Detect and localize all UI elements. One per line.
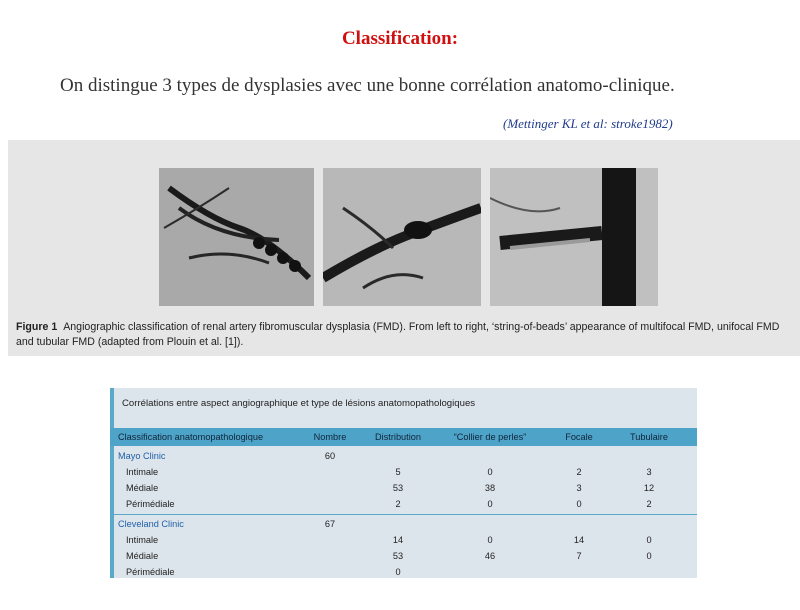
table-row: [110, 548, 693, 564]
figure-caption-text: Angiographic classification of renal artery fibromuscular dysplasia (FMD). From left to right, ‘string-of-beads’ appearance of multifocal FMD, unifocal FMD and tubular FMD (adapted from Plouin et al. [1]).: [16, 321, 780, 348]
cell-tubulaire: 0: [646, 551, 652, 561]
cell-focale: 7: [576, 551, 582, 561]
row-label: Intimale: [126, 535, 159, 545]
table-row: [110, 448, 693, 464]
row-label: Intimale: [126, 467, 159, 477]
figure-caption: [16, 320, 796, 350]
row-label: Médiale: [126, 483, 159, 493]
header-tubulaire: Tubulaire: [630, 432, 668, 442]
cell-focale: 0: [576, 499, 582, 509]
header-collier: “Collier de perles”: [453, 432, 527, 442]
cell-distribution: 5: [395, 467, 401, 477]
cell-distribution: 0: [395, 567, 401, 577]
slide-subtitle: On distingue 3 types de dysplasies avec une bonne corrélation anatomo-clinique.: [60, 75, 675, 96]
cell-focale: 2: [576, 467, 582, 477]
cell-distribution: 2: [395, 499, 401, 509]
header-focale: Focale: [565, 432, 593, 442]
group-cleveland-clinic: Cleveland Clinic: [118, 519, 184, 529]
row-label: Périmédiale: [126, 499, 175, 509]
row-label: Périmédiale: [126, 567, 175, 577]
cell-collier: 0: [487, 535, 493, 545]
cell-distribution: 53: [392, 483, 404, 493]
slide-title: Classification:: [341, 28, 459, 49]
cell-tubulaire: 12: [643, 483, 655, 493]
citation: (Mettinger KL et al: stroke1982): [503, 116, 673, 131]
cell-distribution: 14: [392, 535, 404, 545]
cell-focale: 14: [573, 535, 585, 545]
table-title: Corrélations entre aspect angiographique et type de lésions anatomopathologiques: [122, 398, 476, 409]
table-row: [110, 532, 693, 548]
mayo-count: 60: [324, 451, 336, 461]
cell-tubulaire: 3: [646, 467, 652, 477]
tubular-fmd-angiogram: [490, 168, 658, 306]
group-mayo-clinic: Mayo Clinic: [118, 451, 166, 461]
cell-collier: 38: [484, 483, 496, 493]
group-divider: [110, 514, 697, 515]
table-row: [110, 480, 693, 496]
cell-collier: 0: [487, 499, 493, 509]
header-classification: Classification anatomopathologique: [118, 432, 264, 442]
figure-panel: [8, 140, 800, 356]
multifocal-fmd-angiogram: [159, 168, 314, 306]
figure-label: Figure 1: [16, 321, 58, 333]
cell-focale: 3: [576, 483, 582, 493]
cell-collier: 46: [484, 551, 496, 561]
table-body: [110, 448, 697, 578]
cell-distribution: 53: [392, 551, 404, 561]
unifocal-fmd-angiogram: [323, 168, 481, 306]
row-label: Médiale: [126, 551, 159, 561]
header-nombre: Nombre: [313, 432, 347, 442]
table-row: [110, 516, 693, 532]
cell-tubulaire: 0: [646, 535, 652, 545]
table-header: [110, 428, 697, 446]
table-row: [110, 464, 693, 480]
cell-collier: 0: [487, 467, 493, 477]
table-row: [110, 496, 693, 512]
table-row: [110, 564, 693, 580]
cell-tubulaire: 2: [646, 499, 652, 509]
cleveland-count: 67: [324, 519, 336, 529]
header-distribution: Distribution: [375, 432, 421, 442]
